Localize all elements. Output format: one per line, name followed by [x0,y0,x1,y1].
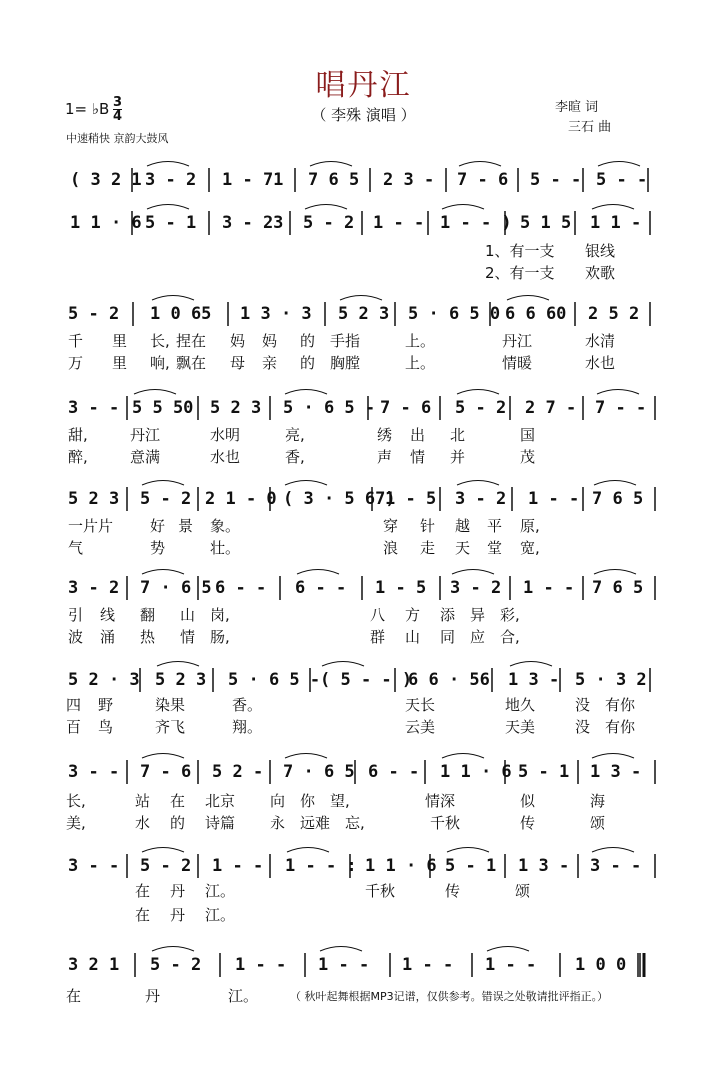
lyric-word: 齐飞 [155,718,186,736]
lyric-word: 气 [68,539,84,557]
slur-arc [134,390,176,395]
measure-notes: 5 - 2 [150,955,202,975]
lyric-word: 捏在 [176,332,207,350]
lyric-word: 醉, [68,448,88,466]
slur-arc [459,162,501,167]
lyric-word: 百 [66,718,82,736]
meter-bottom: 4 [113,109,123,124]
slur-arc [157,662,199,667]
slur-arc [285,390,327,395]
slur-arc [340,296,382,301]
measure-notes: 7 - 6 [380,398,432,418]
lyric-word: 胸膛 [330,354,361,372]
measure-notes: 2 3 - [383,170,435,190]
lyric-word: 肠, [210,628,230,646]
slur-arc [147,205,189,210]
lyric-word: 的 [300,354,316,372]
slur-arc [592,848,634,853]
lyric-word: 声 [377,448,393,466]
lyric-word: 有你 [605,718,636,736]
lyric-word: 针 [420,517,436,535]
lyric-word: 1、有一支 [485,242,555,260]
lyric-word: 甜, [68,426,88,444]
measure-notes: 6 - - [368,762,420,782]
measure-notes: 1 1 · 6 [70,213,142,233]
lyric-word: 天 [455,539,471,557]
lyric-word: 传 [520,814,536,832]
slur-arc [598,162,640,167]
lyric-word: 没 [575,718,591,736]
slur-arc [305,205,347,210]
measure-notes: 5 - - [596,170,648,190]
slur-arc [487,947,529,952]
lyric-word: 染果 [155,696,186,714]
lyric-word: 情暖 [502,354,533,372]
lyric-word: 长, [66,792,86,810]
measure-notes: 7 6 5 [592,578,644,598]
lyric-word: 江。 [205,882,236,900]
measure-notes: 3 - 2 [145,170,197,190]
lyric-word: 应 [470,628,486,646]
lyric-word: 望, [330,792,350,810]
measure-notes: 1 - - [212,856,264,876]
lyric-word: 香, [285,448,305,466]
lyricist-credit: 李暄 词 [555,100,599,115]
measure-notes: 5 - 1 [445,856,497,876]
lyric-word: 引 [68,606,84,624]
measure-notes: 1 - 5 [375,578,427,598]
measure-notes: 5 2 3 [338,304,390,324]
measure-notes: 3 - 2 [455,489,507,509]
lyric-word: 情深 [425,792,456,810]
measure-notes: 5 · 6 5 - [228,670,321,690]
lyric-word: 水也 [585,354,616,372]
lyric-word: 四 [66,696,82,714]
lyric-word: 的 [300,332,316,350]
lyric-word: 长, [150,332,170,350]
slur-arc [152,947,194,952]
slur-arc [592,754,634,759]
meter-top: 3 [113,95,123,110]
measure-notes: 1 - 5 [385,489,437,509]
lyric-word: 山 [405,628,421,646]
slur-arc [442,205,484,210]
lyric-word: 绣 [377,426,393,444]
slur-arc [147,162,189,167]
measure-notes: 7 6 5 [308,170,360,190]
lyric-word: 永 [270,814,286,832]
measure-notes: 5 - 2 [68,304,120,324]
lyric-word: 并 [450,448,466,466]
lyric-word: 千秋 [365,882,396,900]
lyric-word: 香。 [232,696,263,714]
slur-arc [507,296,549,301]
lyric-word: 茂 [520,448,536,466]
lyric-word: 丹江 [130,426,161,444]
lyric-word: 北京 [205,792,236,810]
measure-notes: 5 2 3 [155,670,207,690]
lyric-word: 在 [135,906,151,924]
lyric-word: 天美 [505,718,536,736]
lyric-word: 飘在 [176,354,207,372]
lyric-word: 在 [66,987,82,1005]
measure-notes: 5 5 50 [132,398,194,418]
lyric-word: 情 [180,628,196,646]
lyric-word: 国 [520,426,536,444]
lyric-word: 诗篇 [205,814,236,832]
slur-arc [320,947,362,952]
measure-notes: 5 - 2 [455,398,507,418]
lyric-word: 热 [140,628,156,646]
slur-arc [310,162,352,167]
lyric-word: 颂 [515,882,531,900]
slur-arc [442,754,484,759]
measure-notes: 3 - - [68,398,120,418]
lyric-word: 意满 [130,448,161,466]
measure-notes: ( 3 · 5 67) [283,489,396,509]
lyric-word: 丹 [170,906,186,924]
measure-notes: 3 - - [590,856,642,876]
measure-notes: 1 1 · 6 [365,856,437,876]
measure-notes: 5 - - [530,170,582,190]
lyric-word: 丹 [170,882,186,900]
lyric-word: 向 [270,792,286,810]
measure-notes: 5 - 2 [140,489,192,509]
lyric-word: 水清 [585,332,616,350]
measure-notes: 2 1 - 0 [205,489,277,509]
lyric-word: 方 [405,606,421,624]
lyric-word: 景 [178,517,194,535]
measure-notes: 1 1 · 6 [440,762,512,782]
lyric-word: 北 [450,426,466,444]
lyric-word: 银线 [585,242,616,260]
measure-notes: 1 - - : [285,856,357,876]
lyric-word: 异 [470,606,486,624]
lyric-word: 千秋 [430,814,461,832]
lyric-word: 忘, [345,814,365,832]
measure-notes: 7 · 6 5 [140,578,212,598]
lyric-word: 妈 [262,332,278,350]
lyric-word: 里 [112,332,128,350]
measure-notes: 1 - - [235,955,287,975]
measure-notes: ( 5 - - ) [320,670,413,690]
lyric-word: 上。 [405,354,436,372]
tempo-marking: 中速稍快 京韵大鼓风 [66,132,169,145]
measure-notes: 3 - 2 [450,578,502,598]
measure-notes: 1 3 - [518,856,570,876]
measure-notes: 5 - 1 [145,213,197,233]
measure-notes: ( 3 2 1 [70,170,142,190]
lyric-word: 水也 [210,448,241,466]
lyric-word: 势 [150,539,166,557]
lyric-word: 壮。 [210,539,241,557]
slur-arc [597,390,639,395]
measure-notes: 2 5 2 [588,304,640,324]
slur-arc [592,205,634,210]
key-signature: 1= ♭B [65,100,110,118]
measure-notes: 3 - 2 [68,578,120,598]
lyric-word: 里 [112,354,128,372]
measure-notes: 1 - - [523,578,575,598]
measure-notes: 5 - 2 [303,213,355,233]
measure-notes: 1 1 - [590,213,642,233]
lyric-word: 群 [370,628,386,646]
lyric-word: 野 [98,696,114,714]
slur-arc [142,570,184,575]
lyric-word: 你 [300,792,316,810]
measure-notes: 3 - - [68,856,120,876]
footnote: （ 秋叶起舞根据MP3记谱，仅供参考。错误之处敬请批评指正。） [290,990,609,1003]
measure-notes: 5 · 6 5 - [283,398,376,418]
measure-notes: 1 - - [402,955,454,975]
measure-notes: 1 3 · 3 [240,304,312,324]
lyric-word: 地久 [505,696,536,714]
lyric-word: 水 [135,814,151,832]
lyric-word: 远难 [300,814,331,832]
measure-notes: 5 1 5 [520,213,572,233]
lyric-word: 亲 [262,354,278,372]
lyric-word: 妈 [230,332,246,350]
lyric-word: 好 [150,517,166,535]
measure-notes: 1 - 71 [222,170,284,190]
measure-notes: 5 2 - [212,762,264,782]
lyric-word: 传 [445,882,461,900]
measure-notes: 6 6 60 [505,304,567,324]
lyric-word: 在 [135,882,151,900]
measure-notes: 7 - 6 [457,170,509,190]
measure-notes: 5 · 3 2 [575,670,647,690]
measure-notes: 5 2 3 [210,398,262,418]
lyric-word: 亮, [285,426,305,444]
measure-notes: 6 - - [215,578,267,598]
lyric-word: 天长 [405,696,436,714]
slur-arc [510,662,552,667]
lyric-word: 线 [100,606,116,624]
slur-arc [285,481,327,486]
lyric-word: 母 [230,354,246,372]
measure-notes: 1 - - [528,489,580,509]
measure-notes: 7 · 6 5 [283,762,355,782]
lyric-word: 添 [440,606,456,624]
lyric-word: 海 [590,792,606,810]
measure-notes: 5 2 3 [68,489,120,509]
measure-notes: 5 - 2 [140,856,192,876]
measure-notes: 6 6 · 56 [408,670,490,690]
lyric-word: 八 [370,606,386,624]
measure-notes: 6 - - [295,578,347,598]
measure-notes: 3 - 23 [222,213,284,233]
lyric-word: 欢歌 [585,264,616,282]
lyric-word: 出 [410,426,426,444]
lyric-word: 在 [170,792,186,810]
lyric-word: 原, [520,517,540,535]
measure-notes: 5 - 1 [518,762,570,782]
measure-notes: 3 2 1 [68,955,120,975]
lyric-word: 浪 [383,539,399,557]
slur-arc [142,754,184,759]
lyric-word: 象。 [210,517,241,535]
measure-notes: 1 0 65 [150,304,212,324]
singer-credit: （ 李殊 演唱 ） [311,106,416,124]
measure-notes: 1 3 - [590,762,642,782]
slur-arc [285,754,327,759]
lyric-word: 2、有一支 [485,264,555,282]
lyric-word: 合, [500,628,520,646]
lyric-word: 走 [420,539,436,557]
slur-arc [447,848,489,853]
lyric-word: 上。 [405,332,436,350]
page-title: 唱丹江 [315,68,412,103]
measure-notes: 5 · 6 5 0 [408,304,501,324]
measure-notes: 5 2 · 3 [68,670,140,690]
lyric-word: 波 [68,628,84,646]
lyric-word: 丹江 [502,332,533,350]
measure-notes: 1 - - [318,955,370,975]
slur-arc [594,481,636,486]
measure-notes: 7 - - [595,398,647,418]
measure-notes: 1 3 - [508,670,560,690]
slur-arc [152,296,194,301]
lyric-word: 江。 [228,987,259,1005]
lyric-word: 丹 [145,987,161,1005]
lyric-word: 山 [180,606,196,624]
lyric-word: 有你 [605,696,636,714]
slur-arc [452,570,494,575]
slur-arc [322,662,364,667]
measure-notes: 1 - - ) [440,213,512,233]
lyric-word: 翔。 [232,718,263,736]
lyric-word: 同 [440,628,456,646]
lyric-word: 响, [150,354,170,372]
lyric-word: 颂 [590,814,606,832]
measure-notes: 7 6 5 [592,489,644,509]
slur-arc [142,848,184,853]
measure-notes: 1 - - [485,955,537,975]
lyric-word: 宽, [520,539,540,557]
lyric-word: 美, [66,814,86,832]
lyric-word: 一片片 [68,517,114,535]
lyric-word: 万 [68,354,84,372]
composer-credit: 三石 曲 [568,120,612,135]
lyric-word: 江。 [205,906,236,924]
slur-arc [457,481,499,486]
lyric-word: 翻 [140,606,156,624]
lyric-word: 情 [410,448,426,466]
slur-arc [297,570,339,575]
lyric-word: 手指 [330,332,361,350]
slur-arc [287,848,329,853]
slur-arc [457,390,499,395]
lyric-word: 岗, [210,606,230,624]
lyric-word: 的 [170,814,186,832]
measure-notes: 3 - - [68,762,120,782]
lyric-word: 平 [487,517,503,535]
lyric-word: 站 [135,792,151,810]
lyric-word: 堂 [487,539,503,557]
lyric-word: 没 [575,696,591,714]
measure-notes: 1 0 0 [575,955,627,975]
measure-notes: 1 - - [373,213,425,233]
lyric-word: 彩, [500,606,520,624]
lyric-word: 穿 [383,517,399,535]
lyric-word: 似 [520,792,536,810]
lyric-word: 越 [455,517,471,535]
slur-arc [594,570,636,575]
lyric-word: 千 [68,332,84,350]
measure-notes: 7 - 6 [140,762,192,782]
lyric-word: 水明 [210,426,241,444]
slur-arc [142,481,184,486]
measure-notes: 2 7 - [525,398,577,418]
lyric-word: 鸟 [98,718,114,736]
lyric-word: 涌 [100,628,116,646]
lyric-word: 云美 [405,718,436,736]
